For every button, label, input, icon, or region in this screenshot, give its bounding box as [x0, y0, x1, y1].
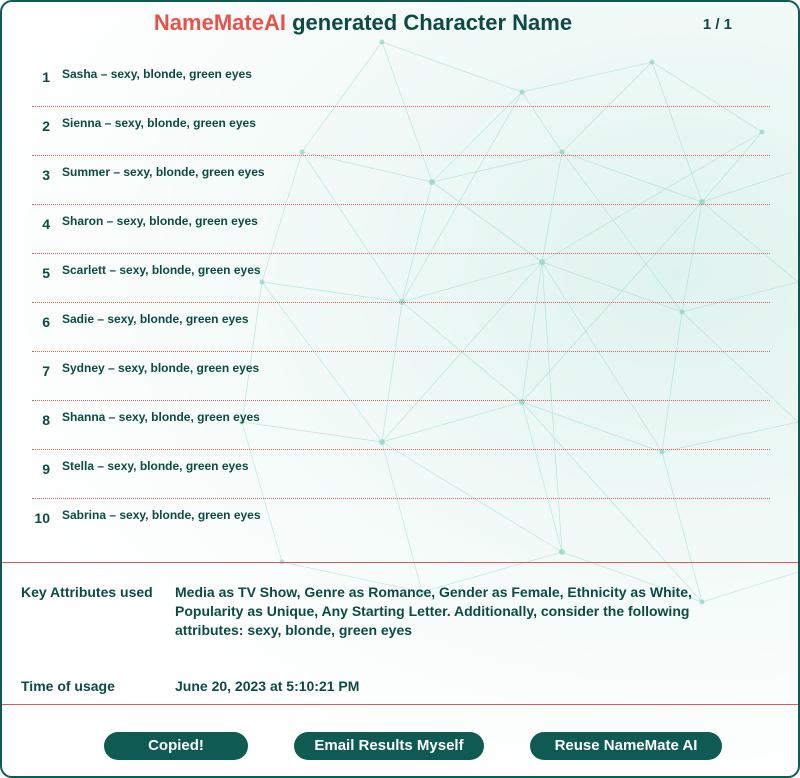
- item-name: Sharon – sexy, blonde, green eyes: [62, 214, 258, 228]
- item-number: 5: [42, 265, 50, 281]
- list-item: [32, 156, 770, 205]
- brand-name: NameMateAI: [153, 10, 286, 35]
- item-name: Sabrina – sexy, blonde, green eyes: [62, 508, 261, 522]
- item-name: Scarlett – sexy, blonde, green eyes: [62, 263, 261, 277]
- list-item: [32, 58, 770, 107]
- list-item: [32, 303, 770, 352]
- item-name: Sadie – sexy, blonde, green eyes: [62, 312, 249, 326]
- list-item: [32, 450, 770, 499]
- page-indicator: 1 / 1: [702, 16, 732, 33]
- item-number: 1: [42, 69, 50, 85]
- title-text: generated Character Name: [292, 10, 573, 35]
- list-item: [32, 401, 770, 450]
- item-name: Sasha – sexy, blonde, green eyes: [62, 67, 252, 81]
- item-name: Sienna – sexy, blonde, green eyes: [62, 116, 256, 130]
- list-item: [32, 352, 770, 401]
- list-item: [32, 205, 770, 254]
- list-item: [32, 254, 770, 303]
- section-divider: [2, 562, 798, 563]
- item-number: 8: [42, 412, 50, 428]
- usage-value: June 20, 2023 at 5:10:21 PM: [175, 678, 360, 694]
- item-name: Summer – sexy, blonde, green eyes: [62, 165, 265, 179]
- item-number: 4: [42, 216, 50, 232]
- item-name: Shanna – sexy, blonde, green eyes: [62, 410, 260, 424]
- attributes-value: Media as TV Show, Genre as Romance, Gender as Female, Ethnicity as White, Popularity as Unique, Any Starting Letter. Additionally, consider the following attributes: sexy, blonde, green eyes: [175, 584, 692, 638]
- reuse-namemate-button[interactable]: Reuse NameMate AI: [530, 732, 722, 760]
- email-results-button[interactable]: Email Results Myself: [294, 732, 484, 760]
- item-name: Sydney – sexy, blonde, green eyes: [62, 361, 260, 375]
- item-name: Stella – sexy, blonde, green eyes: [62, 459, 249, 473]
- section-divider: [2, 704, 798, 705]
- header: [2, 2, 798, 46]
- item-number: 2: [42, 118, 50, 134]
- item-number: 10: [34, 510, 50, 526]
- item-number: 3: [42, 167, 50, 183]
- name-list: [32, 58, 770, 547]
- attributes-label: Key Attributes used: [21, 584, 153, 600]
- page-title: [2, 10, 724, 36]
- usage-label: Time of usage: [21, 678, 115, 694]
- item-number: 7: [42, 363, 50, 379]
- list-item: [32, 499, 770, 547]
- list-item: [32, 107, 770, 156]
- item-number: 9: [42, 461, 50, 477]
- copied-button[interactable]: Copied!: [104, 732, 248, 760]
- item-number: 6: [42, 314, 50, 330]
